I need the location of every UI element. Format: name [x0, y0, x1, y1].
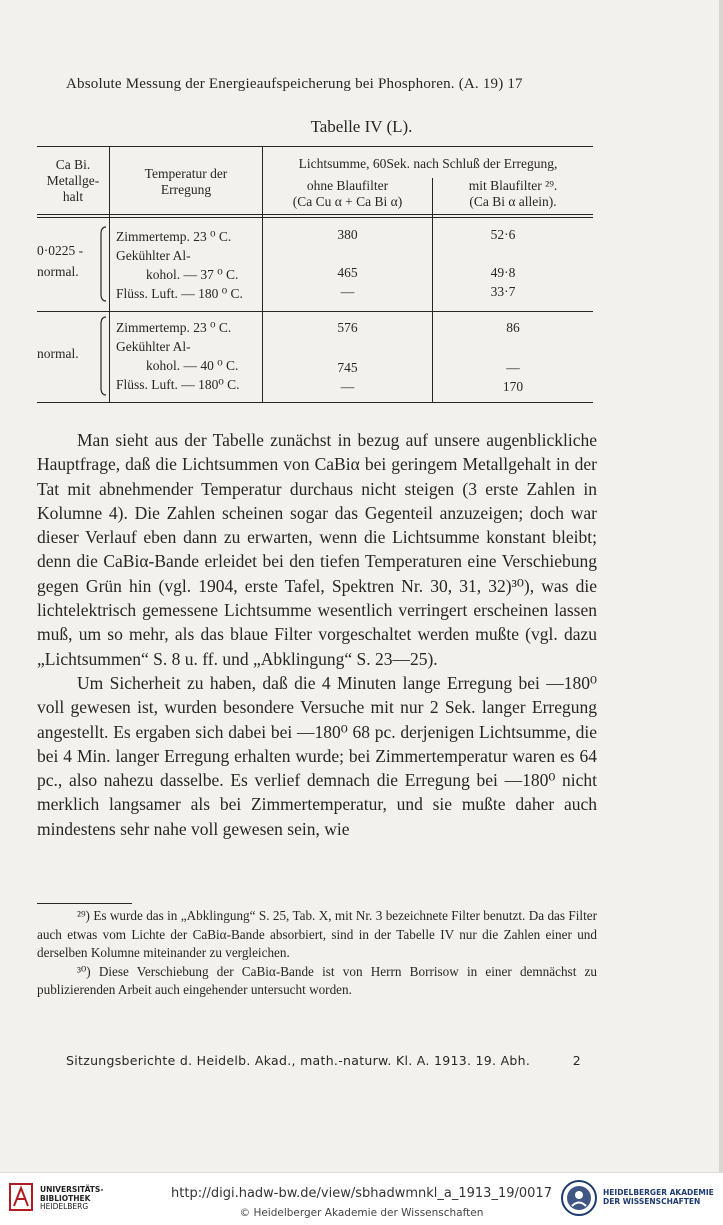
copyright-notice: © Heidelberger Akademie der Wissenschaften	[239, 1207, 484, 1219]
footnote-separator	[37, 903, 132, 904]
academy-logo-text: HEIDELBERGER AKADEMIE DER WISSENSCHAFTEN	[603, 1188, 714, 1206]
page-footer	[66, 1053, 581, 1068]
table-header-rule-2	[37, 217, 593, 218]
group1-col4-value: 52·6	[490, 227, 516, 242]
header-temperature: Temperatur der Erregung	[144, 166, 228, 197]
academy-seal-icon[interactable]	[560, 1179, 598, 1217]
header-ohne-blaufilter: ohne Blaufilter (Ca Cu α + Ca Bi α)	[292, 178, 403, 209]
group2-temperatures: Zimmertemp. 23 ⁰ C. Gekühlter Al- kohol. — 40 ⁰ C. Flüss. Luft. — 180⁰ C.	[116, 320, 240, 392]
library-logo-text: UNIVERSITÄTS- BIBLIOTHEK HEIDELBERG	[40, 1185, 104, 1211]
group2-col4-value: —	[506, 360, 520, 375]
header-mit-blaufilter: mit Blaufilter ²⁹. (Ca Bi α allein).	[468, 178, 558, 209]
body-text	[37, 428, 597, 841]
page-footer-text: Sitzungsberichte d. Heidelb. Akad., math.-naturw. Kl. A. 1913. 19. Abh.	[66, 1053, 531, 1068]
group1-col4-value: 33·7	[490, 284, 516, 299]
header-metal: Ca Bi. Metallge- halt	[46, 157, 100, 204]
document-url-link[interactable]: http://digi.hadw-bw.de/view/sbhadwmnkl_a_1913_19/0017	[171, 1186, 552, 1201]
group2-col4-value: 86	[506, 320, 520, 335]
group2-metal: normal.	[37, 346, 79, 361]
group1-brace	[98, 226, 108, 302]
group2-col3-value: —	[340, 379, 355, 394]
paragraph: Man sieht aus der Tabelle zunächst in bezug auf unsere augenblickliche Hauptfrage, daß die Lichtsummen von CaBiα bei geringem Metallgehalt in der Tat mit abnehmender Temperatur durchaus nicht steigen (3 erste Zahlen in Kolumne 4). Die Zahlen scheinen sogar das Gegenteil anzuzeigen; doch war dieser Verlauf eben dann zu erwarten, wenn die Lichtsumme konstant bleibt; denn die CaBiα-Bande erleidet bei den tiefen Temperaturen eine Verschiebung gegen Grün hin (vgl. 1904, erste Tafel, Spektren Nr. 30, 31, 32)³⁰), was die lichtelektrisch gemessene Lichtsumme wesentlich verringert erscheinen lassen muß, um so mehr, als das blaue Filter vorgeschaltet werden mußte (vgl. dazu „Lichtsummen“ S. 8 u. ff. und „Abklingung“ S. 23—25).	[37, 430, 597, 669]
table-top-rule	[37, 146, 593, 147]
group1-metal: 0·0225 - normal.	[37, 243, 84, 279]
header-lichtsumme: Lichtsumme, 60Sek. nach Schluß der Erregung,	[298, 156, 558, 171]
group2-col4-value: 170	[502, 379, 524, 394]
group1-col3-value: 380	[337, 227, 358, 242]
footnotes	[37, 907, 597, 1000]
table-bottom-rule	[37, 402, 593, 403]
table-group-rule	[37, 311, 593, 312]
group2-col3-value: 745	[337, 360, 358, 375]
footnote-30: ³⁰) Diese Verschiebung der CaBiα-Bande ist von Herrn Borrisow in einer demnächst zu publizierenden Arbeit auch eingehender untersucht worden.	[37, 963, 597, 997]
group1-temperatures: Zimmertemp. 23 ⁰ C. Gekühlter Al- kohol. — 37 ⁰ C. Flüss. Luft. — 180 ⁰ C.	[116, 229, 243, 301]
running-head: Absolute Messung der Energieaufspeicherung bei Phosphoren. (A. 19) 17	[66, 76, 523, 92]
viewer-footer-bar	[0, 1172, 723, 1225]
page-edge	[719, 0, 723, 1172]
group2-brace	[98, 316, 108, 396]
footnote-29: ²⁹) Es wurde das in „Abklingung“ S. 25, Tab. X, mit Nr. 3 bezeichnete Filter benutzt. Da das Filter auch etwas vom Lichte der CaBiα-Bande absorbiert, sind in der Tabelle IV nur die Zahlen einer und derselben Kolumne miteinander zu vergleichen.	[37, 908, 597, 960]
paragraph: Um Sicherheit zu haben, daß die 4 Minuten lange Erregung bei —180⁰ voll gewesen ist, wurden besondere Versuche mit nur 2 Sek. langer Erregung angestellt. Es ergaben sich dabei bei —180⁰ 68 pc. derjenigen Lichtsumme, die bei 4 Min. langer Erregung erhalten wurde; bei Zimmertemperatur waren es 64 pc., also nahezu dasselbe. Es verlief demnach die Erregung bei —180⁰ nicht merklich langsamer als bei Zimmertemperatur, und sie mußte daher auch mindestens sehr nahe voll gewesen sein, wie	[37, 672, 597, 839]
group2-col3-value: 576	[337, 320, 358, 335]
group1-col3-value: 465	[337, 265, 358, 280]
group1-col3-value: —	[340, 284, 355, 299]
table-header-rule	[37, 214, 593, 215]
group1-col4-value: 49·8	[490, 265, 516, 280]
page-number: 2	[572, 1053, 581, 1068]
table-title: Tabelle IV (L).	[310, 117, 413, 136]
